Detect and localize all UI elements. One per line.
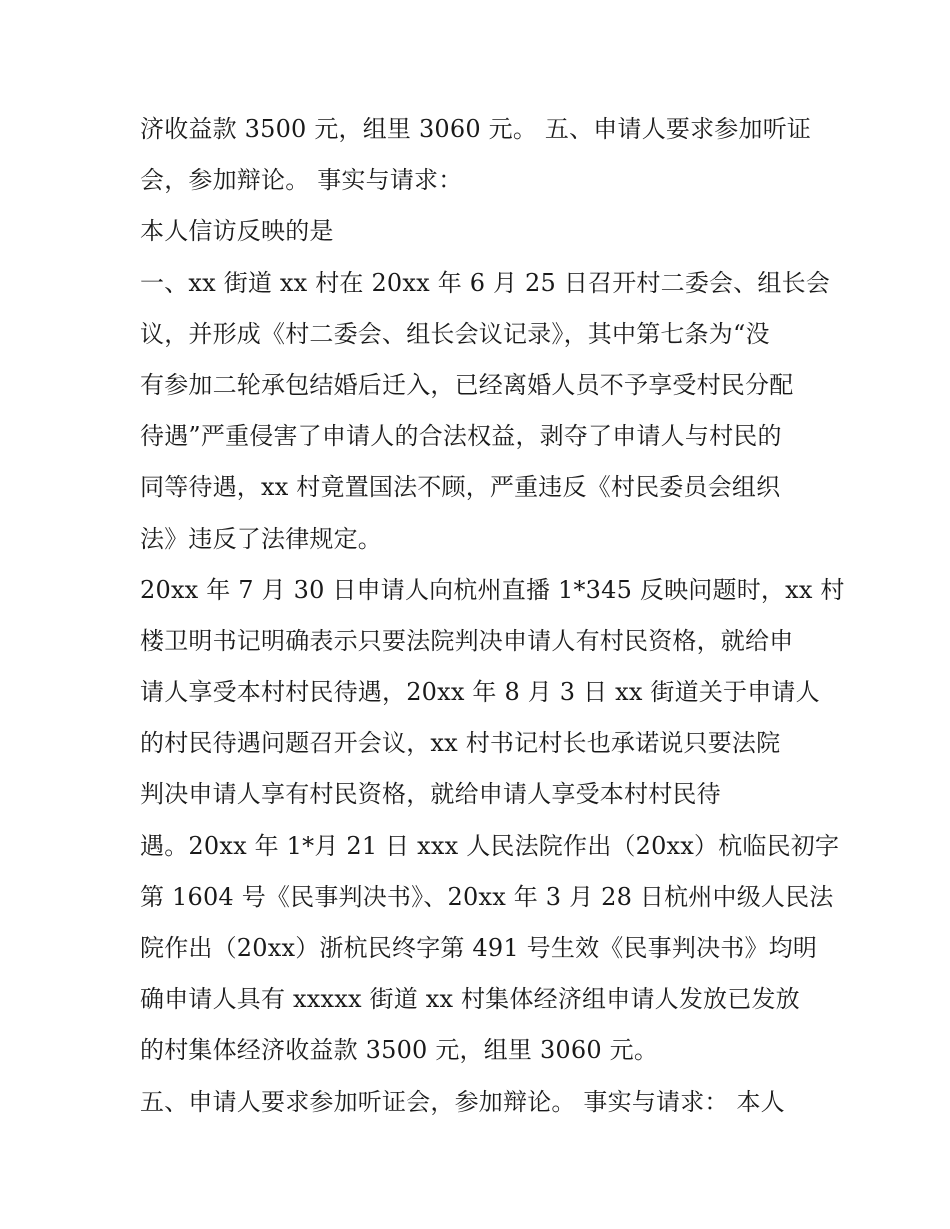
text-line-20: 五、申请人要求参加听证会，参加辩论。 事实与请求： 本人: [140, 1087, 785, 1116]
text-line-11: 楼卫明书记明确表示只要法院判决申请人有村民资格，就给申: [140, 626, 794, 655]
text-line-17: 院作出（20xx）浙杭民终字第 491 号生效《民事判决书》均明: [140, 934, 818, 962]
text-line-15: 遇。20xx 年 1*月 21 日 xxx 人民法院作出（20xx）杭临民初字: [140, 831, 840, 860]
text-line-18: 确申请人具有 xxxxx 街道 xx 村集体经济组申请人发放已发放: [140, 985, 800, 1014]
text-line-14: 判决申请人享有村民资格，就给申请人享受本村村民待: [140, 780, 721, 809]
text-line-16: 第 1604 号《民事判决书》、20xx 年 3 月 28 日杭州中级人民法: [140, 882, 834, 911]
text-line-1: 济收益款 3500 元，组里 3060 元。 五、申请人要求参加听证: [140, 115, 812, 143]
text-line-6: 有参加二轮承包结婚后迁入，已经离婚人员不予享受村民分配: [140, 370, 794, 399]
text-line-9: 法》违反了法律规定。: [140, 524, 382, 553]
document-body: [140, 104, 845, 1128]
text-line-7: 待遇”严重侵害了申请人的合法权益，剥夺了申请人与村民的: [140, 422, 782, 451]
text-line-12: 请人享受本村村民待遇，20xx 年 8 月 3 日 xx 街道关于申请人: [140, 678, 820, 707]
text-line-13: 的村民待遇问题召开会议，xx 村书记村长也承诺说只要法院: [140, 729, 781, 758]
text-line-3: 本人信访反映的是: [140, 217, 334, 246]
text-line-19: 的村集体经济收益款 3500 元，组里 3060 元。: [140, 1036, 659, 1065]
text-line-2: 会，参加辩论。 事实与请求：: [140, 166, 463, 195]
text-line-8: 同等待遇，xx 村竟置国法不顾，严重违反《村民委员会组织: [140, 473, 781, 502]
text-line-4: 一、xx 街道 xx 村在 20xx 年 6 月 25 日召开村二委会、组长会: [140, 268, 831, 297]
text-line-5: 议，并形成《村二委会、组长会议记录》，其中第七条为“没: [140, 319, 770, 348]
text-line-10: 20xx 年 7 月 30 日申请人向杭州直播 1*345 反映问题时，xx 村: [140, 575, 845, 604]
